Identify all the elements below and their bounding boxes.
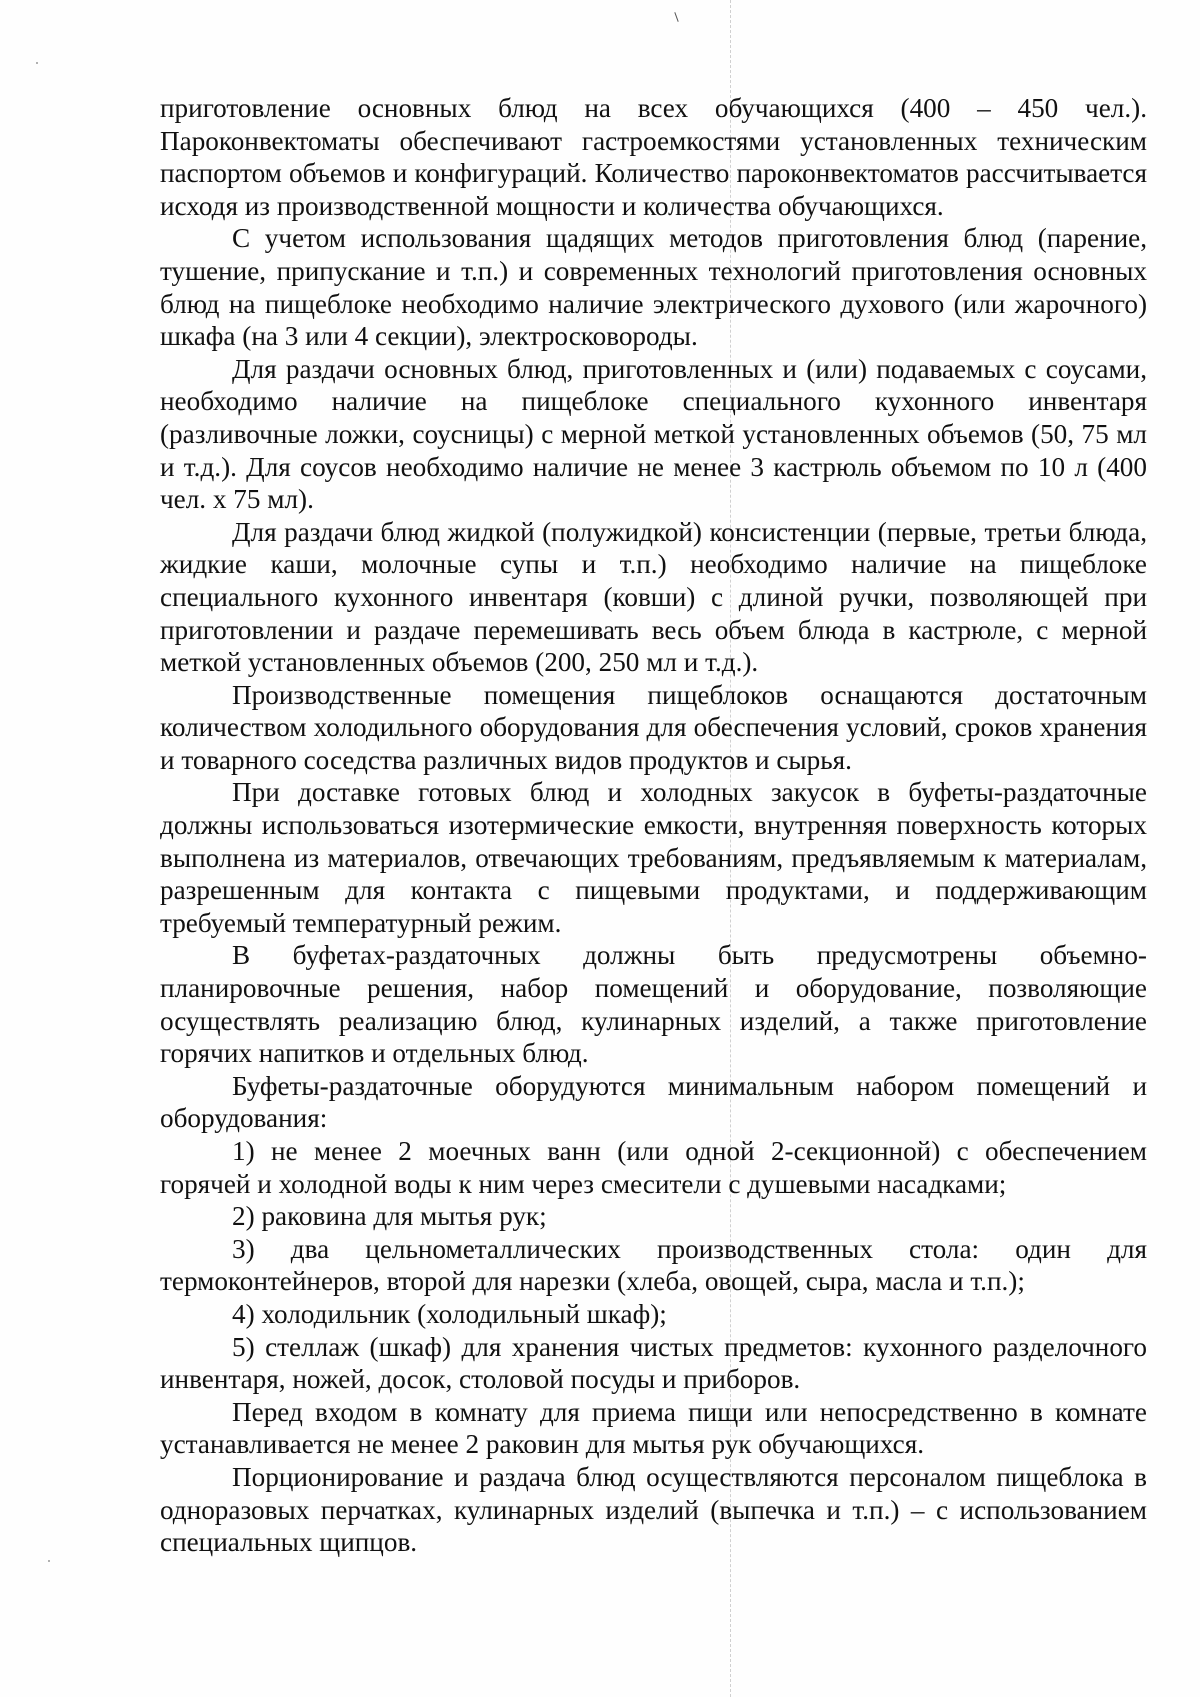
list-item: 3) два цельнометаллических производственных стола: один для термоконтейнеров, второй для нарезки (хлеба, овощей, сыра, масла и т.п.); [160,1233,1147,1297]
document-body [160,92,1147,1559]
paragraph: Буфеты-раздаточные оборудуются минимальным набором помещений и оборудования: [160,1070,1147,1134]
paragraph: приготовление основных блюд на всех обучающихся (400 – 450 чел.). Пароконвектоматы обеспечивают гастроемкостями установленных техническим паспортом объемов и конфигураций. Количество пароконвектоматов рассчитывается исходя из производственной мощности и количества обучающихся. [160,93,1147,221]
paragraph: Производственные помещения пищеблоков оснащаются достаточным количеством холодильного оборудования для обеспечения условий, сроков хранения и товарного соседства различных видов продуктов и сырья. [160,679,1147,775]
list-item: 2) раковина для мытья рук; [232,1201,547,1232]
list-item: 4) холодильник (холодильный шкаф); [232,1298,667,1329]
scan-speck [36,62,38,64]
paragraph: С учетом использования щадящих методов приготовления блюд (парение, тушение, припускание и т.п.) и современных технологий приготовления основных блюд на пищеблоке необходимо наличие электрического духового (или жарочного) шкафа (на 3 или 4 секции), электросковороды. [160,223,1147,352]
paragraph: Порционирование и раздача блюд осуществляются персоналом пищеблока в одноразовых перчатках, кулинарных изделий (выпечка и т.п.) – с использованием специальных щипцов. [160,1461,1147,1558]
list-item: 1) не менее 2 моечных ванн (или одной 2-секционной) с обеспечением горячей и холодной воды к ним через смесители с душевыми насадками; [160,1136,1147,1199]
paragraph: Перед входом в комнату для приема пищи или непосредственно в комнате устанавливается не менее 2 раковин для мытья рук обучающихся. [160,1396,1147,1460]
paragraph: Для раздачи основных блюд, приготовленных и (или) подаваемых с соусами, необходимо наличие на пищеблоке специального кухонного инвентаря (разливочные ложки, соусницы) с мерной меткой установленных объемов (50, 75 мл и т.д.). Для соусов необходимо наличие не менее 3 кастрюль объемом по 10 л (400 чел. х 75 мл). [160,353,1147,515]
scan-mark [674,12,678,22]
paragraph: При доставке готовых блюд и холодных закусок в буфеты-раздаточные должны использоваться изотермические емкости, внутренняя поверхность которых выполнена из материалов, отвечающих требованиям, предъявляемым к материалам, разрешенным для контакта с пищевыми продуктами, и поддерживающим требуемый температурный режим. [160,777,1147,938]
paragraph: В буфетах-раздаточных должны быть предусмотрены объемно-планировочные решения, набор помещений и оборудование, позволяющие осуществлять реализацию блюд, кулинарных изделий, а также приготовление горячих напитков и отдельных блюд. [160,940,1147,1069]
scan-speck [48,1560,50,1562]
list-item: 5) стеллаж (шкаф) для хранения чистых предметов: кухонного разделочного инвентаря, ножей, досок, столовой посуды и приборов. [160,1331,1147,1395]
paragraph: Для раздачи блюд жидкой (полужидкой) консистенции (первые, третьи блюда, жидкие каши, молочные супы и т.п.) необходимо наличие на пищеблоке специального кухонного инвентаря (ковши) с длиной ручки, позволяющей при приготовлении и раздаче перемешивать весь объем блюда в кастрюле, с мерной меткой установленных объемов (200, 250 мл и т.д.). [160,516,1147,678]
